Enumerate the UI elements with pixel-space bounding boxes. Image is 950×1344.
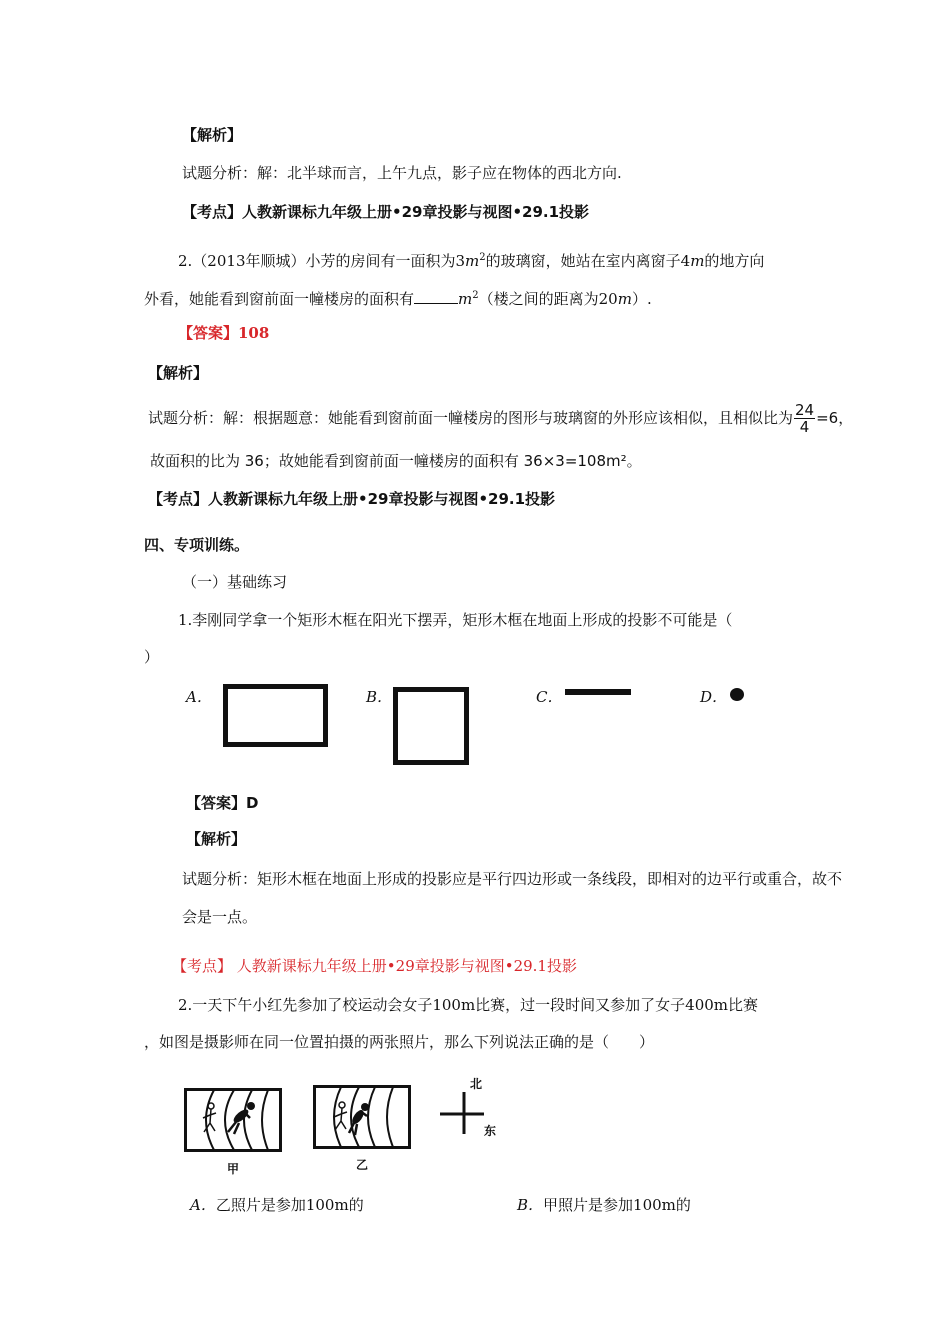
q2-line1: 2.（2013年顺城）小芳的房间有一面积为$3m^2$的玻璃窗，她站在室内离窗子4m的地方向 — [178, 252, 765, 270]
section4-subtitle: （一）基础练习 — [182, 573, 288, 591]
fraction: $\frac{24}{4}$ — [795, 401, 815, 436]
p1-analysis-line1: 试题分析：矩形木框在地面上形成的投影应是平行四边形或一条线段，即相对的边平行或重合，故不 — [182, 870, 843, 888]
answer-blank — [414, 289, 458, 304]
photo-jia-label: 甲 — [227, 1162, 240, 1176]
photo-yi — [313, 1085, 411, 1151]
p2-option-a: A．乙照片是参加100m的 — [190, 1196, 364, 1214]
p2-question-line1: 2.一天下午小红先参加了校运动会女子100m比赛，过一段时间又参加了女子400m比赛 — [178, 996, 759, 1014]
q2-kaodian: 【考点】人教新课标九年级上册•29章投影与视图•29.1投影 — [148, 490, 556, 508]
q2-answer: 【答案】108 — [178, 324, 270, 342]
p1-question-line1: 1.李刚同学拿一个矩形木框在阳光下摆弄，矩形木框在地面上形成的投影不可能是（ — [178, 611, 733, 629]
compass-east: 东 — [484, 1124, 497, 1138]
analysis-text: 试题分析：解：北半球而言，上午九点，影子应在物体的西北方向. — [182, 164, 622, 182]
kaodian-text: 【考点】人教新课标九年级上册•29章投影与视图•29.1投影 — [182, 203, 590, 221]
compass-north: 北 — [470, 1077, 483, 1091]
option-a-rectangle — [223, 684, 328, 747]
p1-analysis-line2: 会是一点。 — [182, 908, 258, 926]
p2-option-b: B．甲照片是参加100m的 — [517, 1196, 691, 1214]
option-d-label: D． — [700, 688, 728, 706]
q2-analysis-line1: 试题分析：解：根据题意：她能看到窗前面一幢楼房的图形与玻璃窗的外形应该相似，且相似比为 $\frac{24}{4}$ =6， — [148, 401, 854, 436]
q2-analysis-line2: 故面积的比为 36；故她能看到窗前面一幢楼房的面积有 36×3=108m²。 — [150, 452, 642, 470]
p1-question-line2: ） — [144, 648, 160, 666]
compass-cross — [436, 1088, 486, 1140]
section4-title: 四、专项训练。 — [144, 536, 250, 554]
p1-jiexi: 【解析】 — [186, 830, 247, 848]
option-c-segment — [565, 689, 631, 695]
option-d-dot — [730, 688, 744, 701]
q2-jiexi: 【解析】 — [148, 364, 209, 382]
q2-line2: 外看，她能看到窗前面一幢楼房的面积有 $m^2$（楼之间的距离为20m）. — [144, 290, 652, 308]
p1-answer: 【答案】D — [186, 794, 259, 812]
photo-yi-label: 乙 — [356, 1158, 369, 1172]
p1-kaodian: 【考点】 人教新课标九年级上册•29章投影与视图•29.1投影 — [172, 957, 577, 975]
option-b-square — [393, 687, 469, 765]
option-a-label: A． — [186, 688, 212, 706]
option-c-label: C． — [536, 688, 563, 706]
photo-jia — [184, 1088, 282, 1154]
p2-question-line2: ，如图是摄影师在同一位置拍摄的两张照片，那么下列说法正确的是（ ） — [144, 1033, 655, 1051]
section-label-jiexi: 【解析】 — [182, 126, 243, 144]
option-b-label: B． — [366, 688, 393, 706]
